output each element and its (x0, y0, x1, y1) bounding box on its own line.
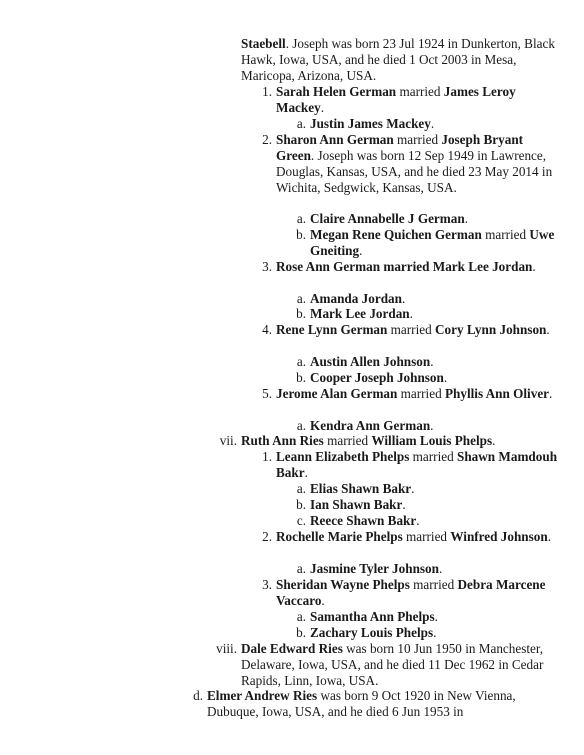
person-name: Elmer Andrew Ries (207, 688, 318, 703)
genealogy-entry (241, 36, 564, 84)
entry-text: married (402, 529, 451, 544)
person-name: Leann Elizabeth Phelps (276, 449, 410, 464)
genealogy-entry (262, 529, 564, 545)
genealogy-entry (262, 132, 564, 196)
entry-label: c. (296, 513, 306, 528)
entry-text: . (546, 322, 550, 337)
entry-label: 3. (262, 259, 272, 274)
entry-label: a. (296, 609, 306, 624)
person-name: Jasmine Tyler Johnson (310, 561, 439, 576)
genealogy-entry (296, 211, 564, 227)
entry-label: b. (296, 227, 306, 242)
person-name: Rose Ann German married Mark Lee Jordan (276, 259, 533, 274)
genealogy-entry (296, 116, 564, 132)
person-name: Ruth Ann Ries (241, 433, 324, 448)
person-name: Justin James Mackey (310, 116, 431, 131)
person-name: Elias Shawn Bakr (310, 481, 412, 496)
person-name: William Louis Phelps (371, 433, 493, 448)
entry-label: b. (296, 370, 306, 385)
genealogy-entry (296, 497, 564, 513)
person-name: Jerome Alan German (276, 386, 398, 401)
person-name: Shawn Mamdouh Bakr (276, 449, 558, 480)
entry-label: a. (296, 354, 306, 369)
entry-text: married (393, 132, 442, 147)
person-name: Rochelle Marie Phelps (276, 529, 403, 544)
entry-label: viii. (216, 641, 237, 656)
entry-label: a. (296, 116, 306, 131)
entry-text: . (401, 291, 406, 306)
person-name: Zachary Louis Phelps (310, 625, 434, 640)
entry-label: b. (296, 306, 306, 321)
person-name: Austin Allen Johnson (310, 354, 431, 369)
entry-text: . Joseph was born 12 Sep 1949 in Lawrence, Douglas, Kansas, USA, and he died 23 May 2014 in Wichita, Sedgwick, Kansas, USA. (276, 148, 553, 195)
entry-label: 2. (262, 529, 272, 544)
entry-text: married (323, 433, 372, 448)
entry-text: married (409, 577, 458, 592)
entry-text: . (359, 243, 363, 258)
genealogy-entry (296, 418, 564, 434)
entry-label: vii. (219, 433, 237, 448)
entry-text: . (492, 433, 496, 448)
person-name: Amanda Jordan (310, 291, 402, 306)
entry-text: . (430, 418, 434, 433)
entry-text: . (402, 497, 406, 512)
person-name: Mark Lee Jordan (310, 306, 410, 321)
entry-text: . (411, 481, 415, 496)
entry-text: married (481, 227, 530, 242)
person-name: Ian Shawn Bakr (310, 497, 403, 512)
entry-label: 1. (262, 449, 272, 464)
person-name: Rene Lynn German (276, 322, 388, 337)
entry-text: . (321, 593, 325, 608)
entry-label: a. (296, 481, 306, 496)
entry-text: . (430, 116, 435, 131)
person-name: Dale Edward Ries (241, 641, 343, 656)
entry-label: 5. (262, 386, 272, 401)
entry-text: married (397, 386, 445, 401)
genealogy-entry (296, 291, 564, 307)
entry-text: married (387, 322, 435, 337)
entry-text: . Joseph was born 23 Jul 1924 in Dunkerton, Black Hawk, Iowa, USA, and he died 1 Oct 2003 in Mesa, Maricopa, Arizona, USA. (241, 36, 555, 83)
genealogy-entry (262, 84, 564, 116)
person-name: Uwe Gneiting (310, 227, 555, 258)
person-name: Megan Rene Quichen German (310, 227, 482, 242)
person-name: Phyllis Ann Oliver (444, 386, 550, 401)
person-name: Sharon Ann German (276, 132, 394, 147)
entry-label: a. (296, 291, 306, 306)
entry-text: . (304, 465, 308, 480)
genealogy-entry (193, 688, 564, 720)
entry-text: . (464, 211, 468, 226)
entry-text: married (409, 449, 457, 464)
entry-text: . (320, 100, 324, 115)
genealogy-entry (262, 386, 564, 402)
person-name: Winfred Johnson (450, 529, 548, 544)
person-name: Sarah Helen German (276, 84, 397, 99)
genealogy-entry (296, 625, 564, 641)
entry-text: . (433, 625, 437, 640)
genealogy-entry (296, 609, 564, 625)
person-name: Joseph Bryant Green (276, 132, 524, 163)
entry-text: was born 10 Jun 1950 in Manchester, Delaware, Iowa, USA, and he died 11 Dec 1962 in Cedar Rapids, Linn, Iowa, USA. (241, 641, 544, 688)
genealogy-entry (262, 322, 564, 338)
entry-text: . (434, 609, 438, 624)
entry-label: b. (296, 497, 306, 512)
entry-label: d. (193, 688, 203, 703)
entry-text: . (430, 354, 434, 369)
entry-label: 1. (262, 84, 272, 99)
genealogy-entry (219, 433, 564, 449)
entry-label: b. (296, 625, 306, 640)
entry-label: a. (296, 418, 306, 433)
entry-text: was born 9 Oct 1920 in New Vienna, Dubuque, Iowa, USA, and he died 6 Jun 1953 in (207, 688, 516, 719)
person-name: Debra Marcene Vaccaro (276, 577, 546, 608)
genealogy-entry (296, 306, 564, 322)
entry-text: . (547, 529, 551, 544)
entry-text: . (532, 259, 536, 274)
genealogy-entry (262, 577, 564, 609)
entry-text: married (396, 84, 444, 99)
genealogy-entry (296, 354, 564, 370)
genealogy-entry (296, 561, 564, 577)
person-name: Staebell (241, 36, 286, 51)
entry-text: . (409, 306, 413, 321)
entry-text: . (438, 561, 443, 576)
genealogy-entry (296, 513, 564, 529)
entry-label: 4. (262, 322, 272, 337)
person-name: James Leroy Mackey (276, 84, 516, 115)
entry-label: 3. (262, 577, 272, 592)
entry-text: . (549, 386, 553, 401)
person-name: Claire Annabelle J German (310, 211, 465, 226)
entry-label: a. (296, 211, 306, 226)
genealogy-entry (262, 449, 564, 481)
genealogy-entry (296, 370, 564, 386)
genealogy-entry (296, 481, 564, 497)
entry-label: a. (296, 561, 306, 576)
genealogy-entry (216, 641, 564, 689)
person-name: Kendra Ann German (310, 418, 431, 433)
person-name: Reece Shawn Bakr (310, 513, 417, 528)
entry-label: 2. (262, 132, 272, 147)
person-name: Cory Lynn Johnson (434, 322, 547, 337)
person-name: Samantha Ann Phelps (310, 609, 435, 624)
genealogy-entry (262, 259, 564, 275)
person-name: Sheridan Wayne Phelps (276, 577, 410, 592)
person-name: Cooper Joseph Johnson (310, 370, 444, 385)
entry-text: . (416, 513, 420, 528)
genealogy-entry (296, 227, 564, 259)
entry-text: . (443, 370, 448, 385)
